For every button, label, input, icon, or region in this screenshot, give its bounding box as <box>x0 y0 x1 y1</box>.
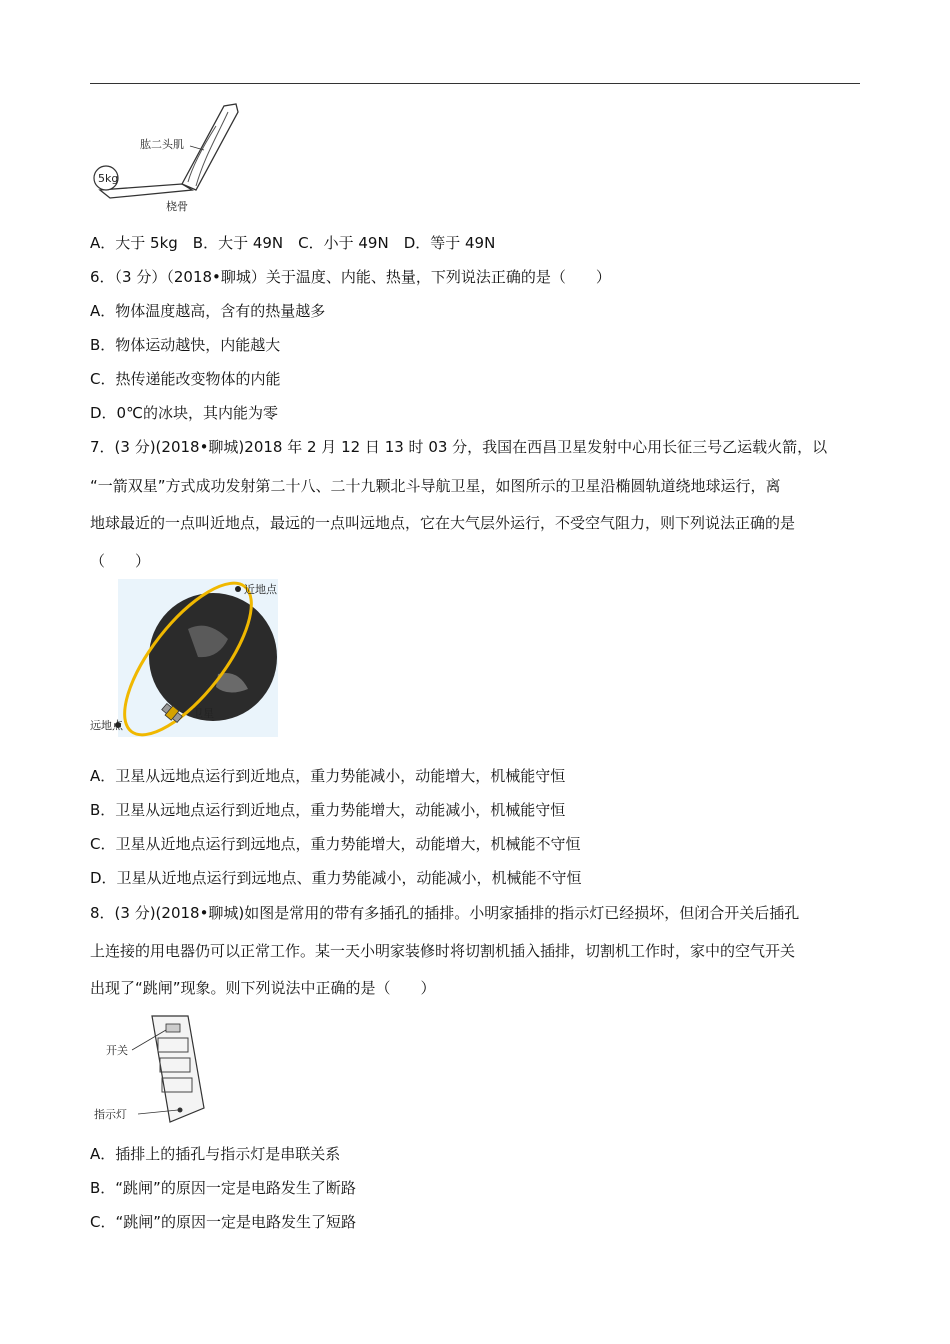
q7-option-a: A．卫星从远地点运行到近地点，重力势能减小，动能增大，机械能守恒 <box>90 767 566 785</box>
q6-stem: 6．（3 分）（2018•聊城）关于温度、内能、热量，下列说法正确的是（ ） <box>90 268 611 286</box>
q7-option-b: B．卫星从远地点运行到近地点，重力势能增大，动能减小，机械能守恒 <box>90 801 566 819</box>
perigee-label: 近地点 <box>244 583 277 596</box>
q8-option-b: B．“跳闸”的原因一定是电路发生了断路 <box>90 1179 356 1197</box>
q6-option-b: B．物体运动越快，内能越大 <box>90 336 281 354</box>
q8-option-c: C．“跳闸”的原因一定是电路发生了短路 <box>90 1213 357 1231</box>
weight-label: 5kg <box>98 172 119 185</box>
q5-options: A．大于 5kg B．大于 49N C．小于 49N D．等于 49N <box>90 234 496 252</box>
q8-stem-line-2: 上连接的用电器仍可以正常工作。某一天小明家装修时将切割机插入插排，切割机工作时，家中的空气开关 <box>90 942 796 960</box>
q8-stem-line-3: 出现了“跳闸”现象。则下列说法中正确的是（ ） <box>90 979 436 997</box>
q7-stem-line-2: “一箭双星”方式成功发射第二十八、二十九颗北斗导航卫星，如图所示的卫星沿椭圆轨道绕地球运行，离 <box>90 477 781 495</box>
q7-stem-line-1: 7．(3 分)(2018•聊城)2018 年 2 月 12 日 13 时 03 分，我国在西昌卫星发射中心用长征三号乙运载火箭，以 <box>90 438 828 456</box>
arm-figure <box>92 98 252 214</box>
q7-stem-line-3: 地球最近的一点叫近地点，最远的一点叫远地点，它在大气层外运行，不受空气阻力，则下列说法正确的是 <box>90 514 796 532</box>
switch-label: 开关 <box>106 1044 128 1057</box>
power-strip-figure <box>92 1012 212 1126</box>
biceps-label: 肱二头肌 <box>140 138 184 151</box>
indicator-label: 指示灯 <box>94 1108 127 1121</box>
q7-stem-line-4: （ ） <box>90 552 151 570</box>
orbit-figure <box>88 579 278 737</box>
satellite-label: 卫星 <box>192 707 214 720</box>
q8-option-a: A．插排上的插孔与指示灯是串联关系 <box>90 1145 341 1163</box>
apogee-label: 远地点 <box>90 719 123 732</box>
header-rule <box>90 83 860 84</box>
radius-label: 桡骨 <box>166 200 188 213</box>
q8-stem-line-1: 8．(3 分)(2018•聊城)如图是常用的带有多插孔的插排。小明家插排的指示灯已经损坏，但闭合开关后插孔 <box>90 904 800 922</box>
q7-option-d: D．卫星从近地点运行到远地点、重力势能减小，动能减小，机械能不守恒 <box>90 869 582 887</box>
q7-option-c: C．卫星从近地点运行到远地点，重力势能增大，动能增大，机械能不守恒 <box>90 835 581 853</box>
q6-option-d: D．0℃的冰块，其内能为零 <box>90 404 278 422</box>
q6-option-a: A．物体温度越高，含有的热量越多 <box>90 302 326 320</box>
q6-option-c: C．热传递能改变物体的内能 <box>90 370 281 388</box>
earth <box>149 593 277 721</box>
